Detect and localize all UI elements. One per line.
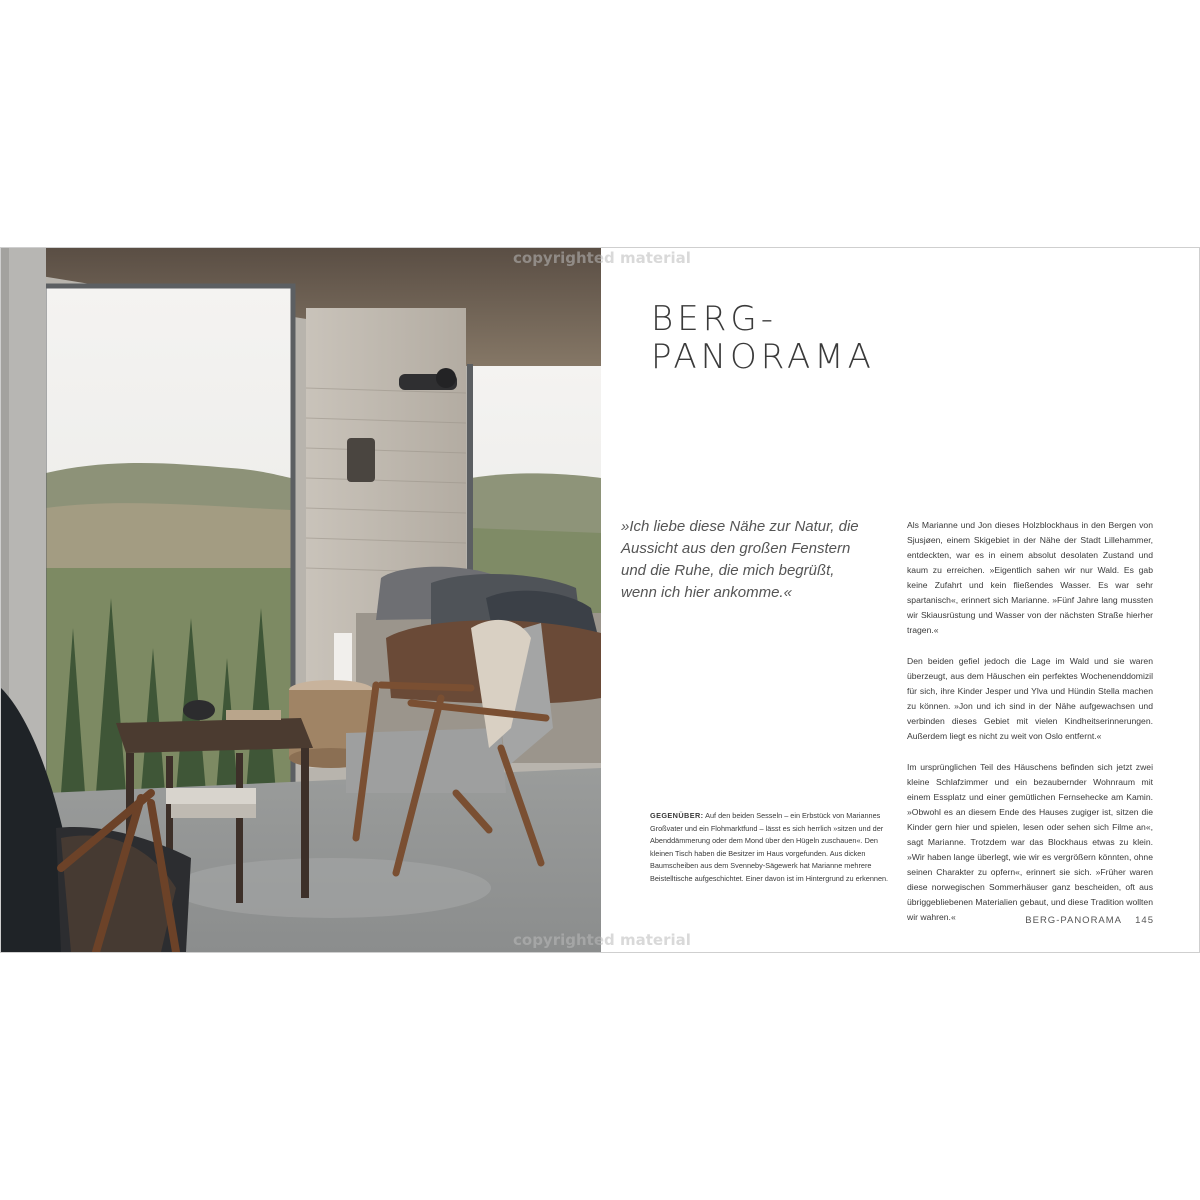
body-paragraph-2: Den beiden gefiel jedoch die Lage im Wald und sie waren überzeugt, aus dem Häuschen ein perfektes Wochenenddomizil für sich, ihre Kinder Jesper und Ylva und Hündin Stella machen zu können. »Jon und ich sind in der Nähe aufgewachsen und verbinden dieses Gebiet mit vielen Kindheitserinnerungen. Außerdem liegt es nicht zu weit von Oslo entfernt.« bbox=[907, 656, 1153, 741]
pull-quote: »Ich liebe diese Nähe zur Natur, die Aussicht aus den großen Fenstern und die Ruhe, die mich begrüßt, wenn ich hier ankomme.« bbox=[621, 518, 859, 601]
photo-caption bbox=[650, 810, 895, 886]
text-page bbox=[601, 248, 1199, 952]
caption-lead: GEGENÜBER: bbox=[650, 811, 704, 820]
title-line-1: BERG- bbox=[651, 299, 777, 339]
interior-photo bbox=[1, 248, 601, 952]
running-footer-title: BERG-PANORAMA bbox=[1025, 915, 1122, 926]
title-line-2: PANORAMA bbox=[651, 337, 875, 377]
body-text-column bbox=[907, 518, 1153, 941]
watermark-bottom: copyrighted material bbox=[513, 931, 691, 949]
book-spread bbox=[0, 247, 1200, 953]
watermark-top: copyrighted material bbox=[513, 249, 691, 267]
caption-text: Auf den beiden Sesseln – ein Erbstück von Mariannes Großvater und ein Flohmarktfund – lässt es sich herrlich »sitzen und der Abenddämmerung oder dem Mond über den Hügeln zuschauen«. Den kleinen Tisch haben die Besitzer im Haus vorgefunden. Aus dicken Baumscheiben aus dem Svenneby-Sägewerk hat Marianne mehrere Beistelltische aufgeschichtet. Einer davon ist im Hintergrund zu erkennen. bbox=[650, 811, 889, 883]
page-footer bbox=[1025, 915, 1154, 926]
page-number: 145 bbox=[1135, 915, 1154, 926]
article-title bbox=[651, 300, 875, 376]
body-paragraph-1: Als Marianne und Jon dieses Holzblockhaus in den Bergen von Sjusjøen, einem Skigebiet in der Nähe der Stadt Lillehammer, entdeckten, war es in einem absolut desolaten Zustand und kaum zu erreichen. »Eigentlich sahen wir nur Wald. Es gab keine Zufahrt und kein fließendes Wasser. Es war sehr spartanisch«, erinnert sich Marianne. »Fünf Jahre lang mussten wir Skiausrüstung und Wasser von der nächsten Straße hierher tragen.« bbox=[907, 520, 1153, 635]
body-paragraph-3: Im ursprünglichen Teil des Häuschens befinden sich jetzt zwei kleine Schlafzimmer und ein bezaubernder Wohnraum mit einem Essplatz und einer gemütlichen Fernsehecke am Kamin. »Obwohl es an diesem Ende des Hauses zugiger ist, sitzen die Kinder gern hier und spielen, lesen oder sehen sich Filme an«, sagt Marianne. Trotzdem war das Blockhaus etwas zu klein. »Wir haben lange überlegt, wie wir es vergrößern könnten, ohne seinen Charakter zu opfern«, erinnert sie sich. »Früher waren diese norwegischen Sommerhäuser ganz bescheiden, oft aus übriggebliebenen Materialien gebaut, und diese Tradition wollten wir wahren.« bbox=[907, 762, 1153, 922]
